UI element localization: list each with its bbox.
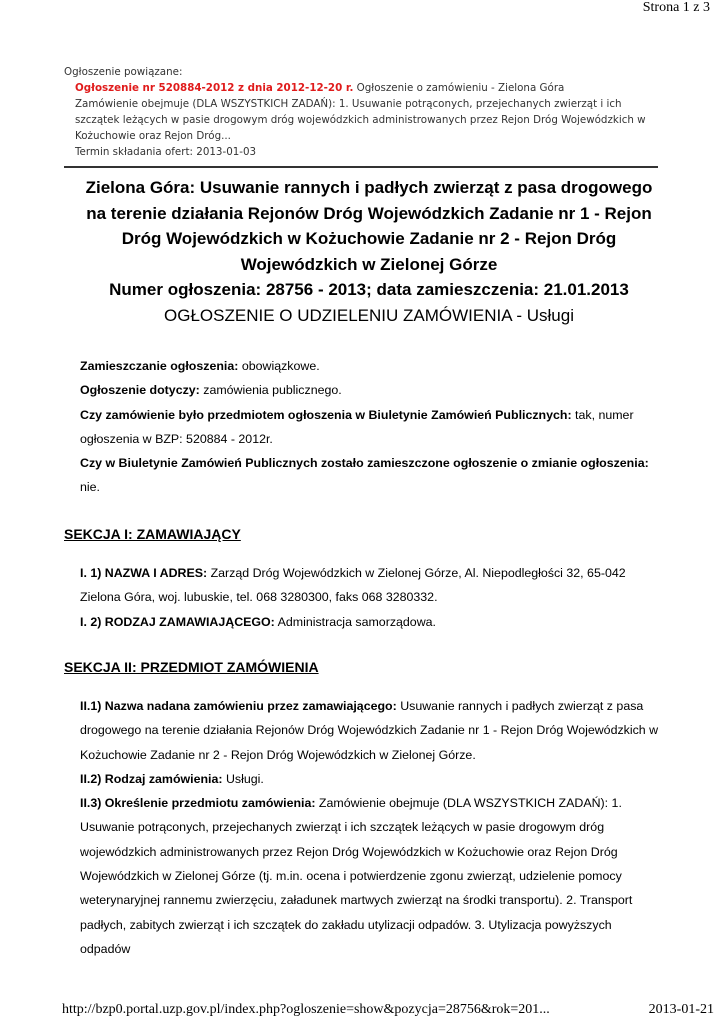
section-2-heading: SEKCJA II: PRZEDMIOT ZAMÓWIENIA [64, 659, 319, 675]
notice-title: Zielona Góra: Usuwanie rannych i padłych zwierząt z pasa drogowego na terenie działania Rejonów Dróg Wojewódzkich Zadanie nr 1 - Rejon Dróg Wojewódzkich w Kożuchowie Zadanie nr 2 - Rejon Dróg Wojewódzkich w Zielonej Górze Numer ogłoszenia: 28756 - 2013; data zamieszczenia: 21.01.2013 OGŁOSZENIE O UDZIELENIU ZAMÓWIENIA - Usługi [64, 175, 674, 328]
related-notice-text: szczątek leżących w pasie drogowym dróg wojewódzkich administrowanych przez Rejon Dróg Wojewódzkich w [75, 114, 646, 126]
section-1-heading: SEKCJA I: ZAMAWIAJĄCY [64, 526, 241, 542]
print-date: 2013-01-21 [648, 1002, 714, 1017]
notice-type: OGŁOSZENIE O UDZIELENIU ZAMÓWIENIA - Usługi [164, 305, 574, 325]
intro-block: Zamieszczanie ogłoszenia: obowiązkowe. Ogłoszenie dotyczy: zamówienia publicznego. Czy zamówienie było przedmiotem ogłoszenia w Biuletynie Zamówień Publicznych: tak, numer ogłoszenia w BZP: 520884 - 2012r. Czy w Biuletynie Zamówień Publicznych zostało zamieszczone ogłoszenie o zmianie ogłoszenia: nie. [80, 359, 649, 495]
related-label: Ogłoszenie powiązane: [64, 66, 183, 78]
related-notice-text: Zamówienie obejmuje (DLA WSZYSTKICH ZADAŃ): 1. Usuwanie potrąconych, przejechanych zwierząt i ich [75, 98, 622, 110]
section-2-block: II.1) Nazwa nadana zamówieniu przez zamawiającego: Usuwanie rannych i padłych zwierząt z pasa drogowego na terenie działania Rejonów Dróg Wojewódzkich Zadanie nr 1 - Rejon Dróg Wojewódzkich w Kożuchowie Zadanie nr 2 - Rejon Dróg Wojewódzkich w Zielonej Górze. II.2) Rodzaj zamówienia: Usługi. II.3) Określenie przedmiotu zamówienia: Zamówienie obejmuje (DLA WSZYSTKICH ZADAŃ): 1. Usuwanie potrąconych, przejechanych zwierząt i ich szczątek leżących w pasie drogowym dróg wojewódzkich administrowanych przez Rejon Dróg Wojewódzkich w Kożuchowie oraz Rejon Dróg Wojewódzkich w Zielonej Górze (tj. m.in. ocena i potwierdzenie zgonu zwierząt, udzielenie pomocy weterynaryjnej rannemu zwierzęciu, załadunek martwych zwierząt na środki transportu). 2. Transport padłych, zabitych zwierząt i ich szczątek do zakładu utylizacji odpadów. 3. Utylizacja powyższych odpadów [80, 699, 659, 956]
notice-number: Numer ogłoszenia: 28756 - 2013; data zamieszczenia: 21.01.2013 [109, 280, 629, 299]
related-deadline: Termin składania ofert: 2013-01-03 [75, 146, 257, 158]
page-footer [62, 996, 714, 1024]
related-notice [64, 64, 658, 160]
related-notice-line: Ogłoszenie nr 520884-2012 z dnia 2012-12-20 r. Ogłoszenie o zamówieniu - Zielona Góra [75, 82, 565, 94]
source-url[interactable]: http://bzp0.portal.uzp.gov.pl/index.php?ogloszenie=show&pozycja=28756&rok=201... [62, 1002, 550, 1017]
page-number: Strona 1 z 3 [642, 0, 710, 15]
related-notice-link[interactable]: Ogłoszenie nr 520884-2012 z dnia 2012-12-20 r. [75, 82, 354, 94]
divider [64, 166, 658, 168]
related-notice-text: Kożuchowie oraz Rejon Dróg... [75, 130, 231, 142]
section-1-block: I. 1) NAZWA I ADRES: Zarząd Dróg Wojewódzkich w Zielonej Górze, Al. Niepodległości 32, 65-042 Zielona Góra, woj. lubuskie, tel. 068 3280300, faks 068 3280332. I. 2) RODZAJ ZAMAWIAJĄCEGO: Administracja samorządowa. [80, 566, 626, 629]
